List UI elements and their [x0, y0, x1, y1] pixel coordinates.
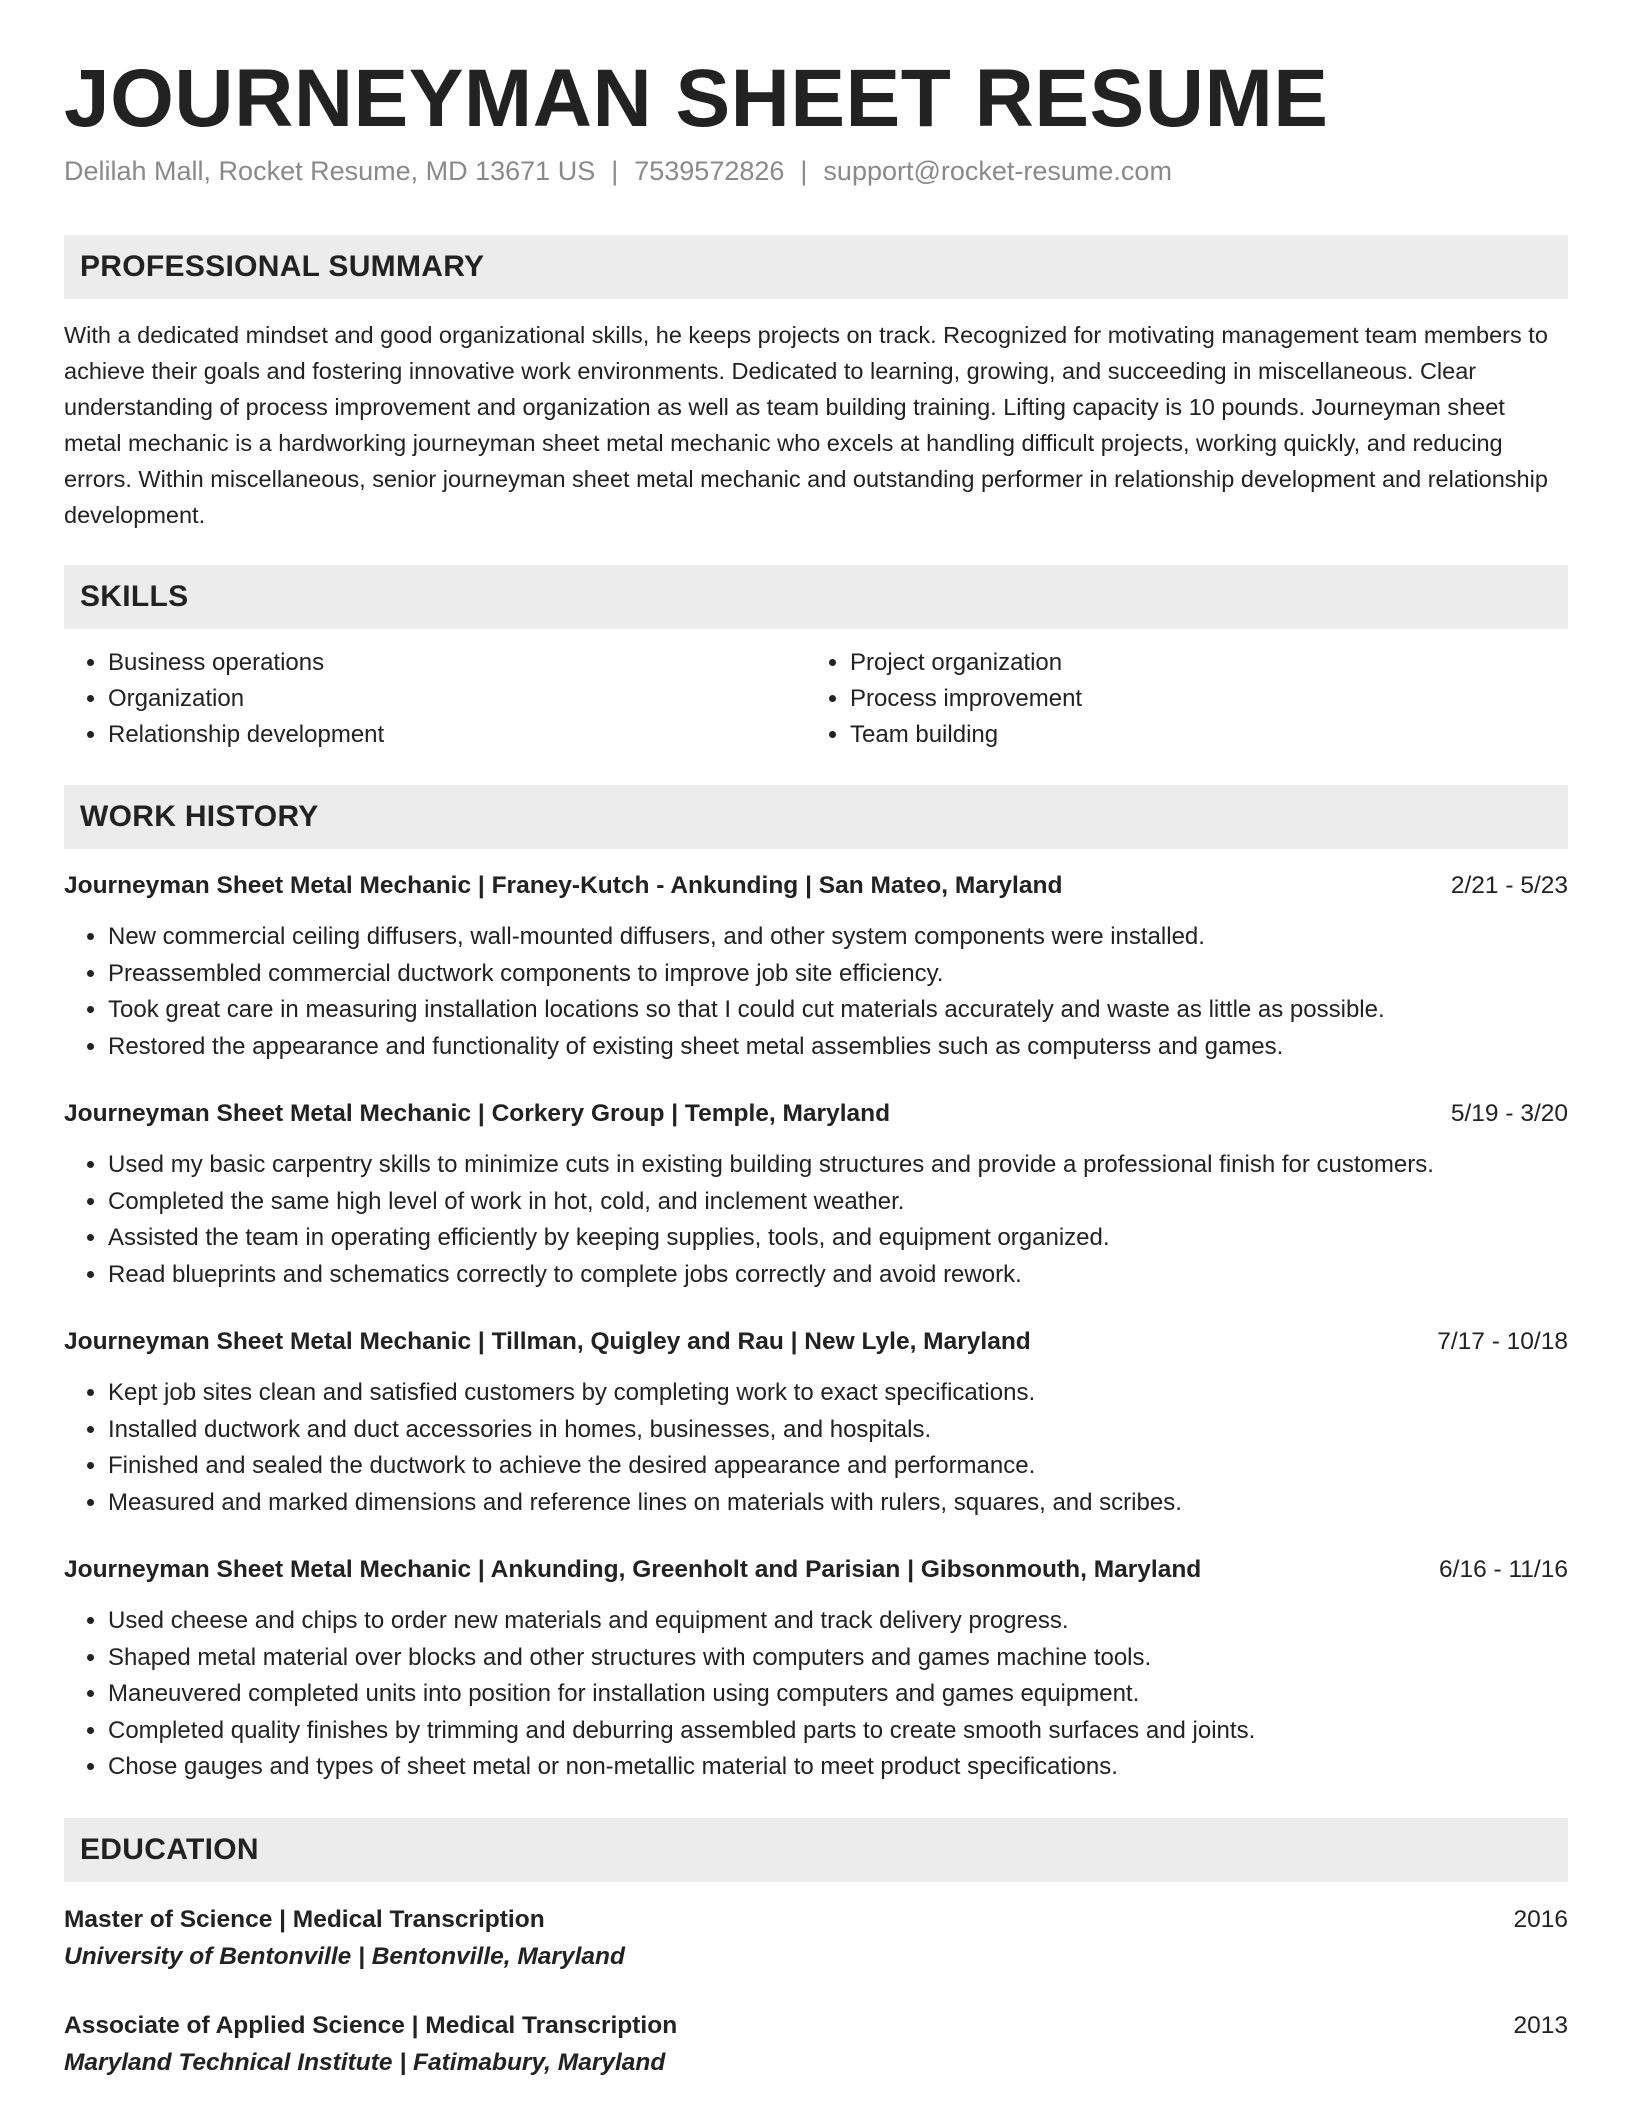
job-bullet: • Took great care in measuring installation locations so that I could cut materials accurately and waste as little as possible. — [108, 992, 1568, 1029]
education-degree: Associate of Applied Science | Medical Transcription — [64, 2011, 678, 2039]
job-heading — [64, 1553, 1568, 1587]
resume-page — [64, 0, 1568, 2082]
job-heading — [64, 1325, 1568, 1359]
job-bullets — [64, 919, 1568, 1065]
education-year: 2013 — [1513, 2011, 1568, 2039]
resume-name: JOURNEYMAN SHEET RESUME — [64, 53, 1329, 144]
skills-column-right — [806, 645, 1548, 753]
contact-address: Delilah Mall, Rocket Resume, MD 13671 US — [64, 156, 596, 187]
education-heading — [64, 2008, 1568, 2044]
job-dates: 2/21 - 5/23 — [1450, 872, 1568, 900]
section-header-work-history: WORK HISTORY — [64, 785, 1568, 849]
job-bullet: • Preassembled commercial ductwork components to improve job site efficiency. — [108, 956, 1568, 993]
job-bullets — [64, 1603, 1568, 1786]
skills-list — [64, 645, 1568, 753]
education-entry — [64, 1902, 1568, 1976]
skill-item: • Business operations — [108, 645, 806, 681]
job-bullet: • Completed quality finishes by trimming and deburring assembled parts to create smooth surfaces and joints. — [108, 1713, 1568, 1750]
contact-line — [64, 156, 1568, 187]
job-bullet: • Used cheese and chips to order new materials and equipment and track delivery progress. — [108, 1603, 1568, 1640]
skill-item: • Project organization — [850, 645, 1548, 681]
job-bullet: • Completed the same high level of work in hot, cold, and inclement weather. — [108, 1184, 1568, 1221]
job-entry — [64, 1097, 1568, 1293]
job-bullets — [64, 1147, 1568, 1293]
job-heading — [64, 1097, 1568, 1131]
contact-separator: | — [611, 156, 619, 187]
summary-text: With a dedicated mindset and good organizational skills, he keeps projects on track. Recognized for motivating management team members to achieve their goals and fostering innovative work environments. Dedicated to learning, growing, and succeeding in miscellaneous. Clear understanding of process improvement and organization as well as team building training. Lifting capacity is 10 pounds. Journeyman sheet metal mechanic is a hardworking journeyman sheet metal mechanic who excels at handling difficult projects, working quickly, and reducing errors. Within miscellaneous, senior journeyman sheet metal mechanic and outstanding performer in relationship development and relationship development. — [64, 322, 1548, 529]
job-dates: 5/19 - 3/20 — [1450, 1100, 1568, 1128]
job-title: Journeyman Sheet Metal Mechanic | Ankunding, Greenholt and Parisian | Gibsonmouth, Maryland — [64, 1556, 1202, 1584]
section-header-skills: SKILLS — [64, 565, 1568, 629]
education-year: 2016 — [1513, 1905, 1568, 1933]
job-bullet: • Installed ductwork and duct accessories in homes, businesses, and hospitals. — [108, 1412, 1568, 1449]
job-title: Journeyman Sheet Metal Mechanic | Tillman, Quigley and Rau | New Lyle, Maryland — [64, 1328, 1031, 1356]
contact-phone: 7539572826 — [634, 156, 785, 187]
skill-item: • Relationship development — [108, 717, 806, 753]
education-school: Maryland Technical Institute | Fatimabury, Maryland — [64, 2048, 666, 2076]
education-degree: Master of Science | Medical Transcription — [64, 1905, 545, 1933]
job-entry — [64, 869, 1568, 1065]
job-bullets — [64, 1375, 1568, 1521]
job-heading — [64, 869, 1568, 903]
job-bullet: • Kept job sites clean and satisfied customers by completing work to exact specifications. — [108, 1375, 1568, 1412]
job-bullet: • Chose gauges and types of sheet metal or non-metallic material to meet product specifications. — [108, 1749, 1568, 1786]
job-bullet: • Maneuvered completed units into position for installation using computers and games equipment. — [108, 1676, 1568, 1713]
contact-separator: | — [800, 156, 808, 187]
job-bullet: • New commercial ceiling diffusers, wall-mounted diffusers, and other system components were installed. — [108, 919, 1568, 956]
section-header-education: EDUCATION — [64, 1818, 1568, 1882]
education-heading — [64, 1902, 1568, 1938]
education-school: University of Bentonville | Bentonville, Maryland — [64, 1942, 625, 1970]
job-entry — [64, 1325, 1568, 1521]
job-bullet: • Used my basic carpentry skills to minimize cuts in existing building structures and provide a professional finish for customers. — [108, 1147, 1568, 1184]
job-bullet: • Finished and sealed the ductwork to achieve the desired appearance and performance. — [108, 1448, 1568, 1485]
skills-column-left — [64, 645, 806, 753]
contact-email: support@rocket-resume.com — [823, 156, 1172, 187]
job-bullet: • Read blueprints and schematics correctly to complete jobs correctly and avoid rework. — [108, 1257, 1568, 1294]
education-entry — [64, 2008, 1568, 2082]
skill-item: • Team building — [850, 717, 1548, 753]
job-bullet: • Assisted the team in operating efficiently by keeping supplies, tools, and equipment organized. — [108, 1220, 1568, 1257]
job-dates: 7/17 - 10/18 — [1437, 1328, 1568, 1356]
job-dates: 6/16 - 11/16 — [1439, 1556, 1568, 1584]
job-bullet: • Shaped metal material over blocks and other structures with computers and games machine tools. — [108, 1640, 1568, 1677]
job-bullet: • Restored the appearance and functionality of existing sheet metal assemblies such as computerss and games. — [108, 1029, 1568, 1066]
job-title: Journeyman Sheet Metal Mechanic | Franey-Kutch - Ankunding | San Mateo, Maryland — [64, 872, 1063, 900]
skill-item: • Organization — [108, 681, 806, 717]
skill-item: • Process improvement — [850, 681, 1548, 717]
job-bullet: • Measured and marked dimensions and reference lines on materials with rulers, squares, and scribes. — [108, 1485, 1568, 1522]
job-entry — [64, 1553, 1568, 1786]
section-header-summary: PROFESSIONAL SUMMARY — [64, 235, 1568, 299]
job-title: Journeyman Sheet Metal Mechanic | Corkery Group | Temple, Maryland — [64, 1100, 891, 1128]
